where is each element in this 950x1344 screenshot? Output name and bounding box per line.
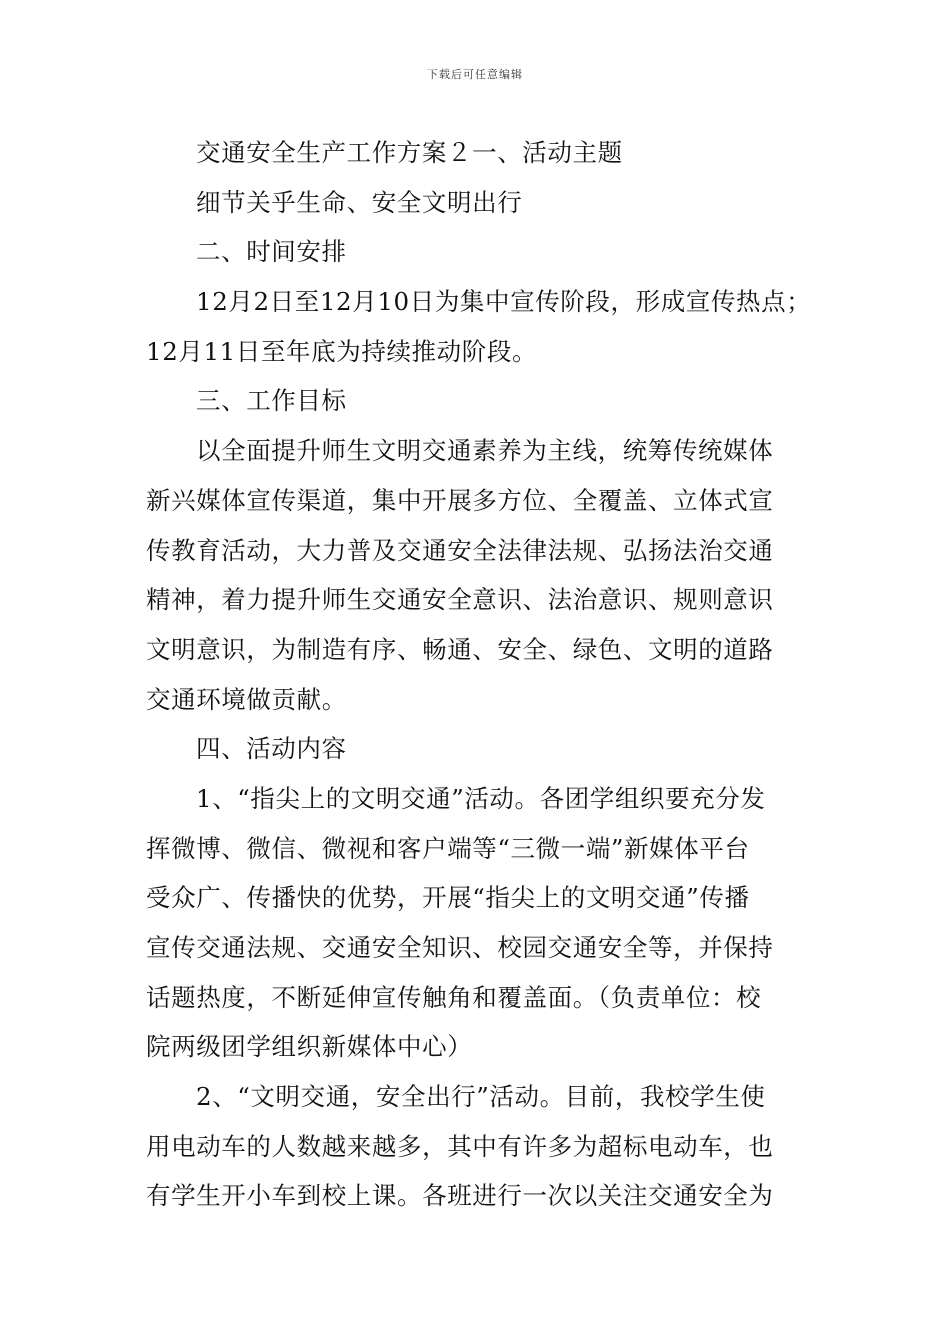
paragraph-line: 用电动车的人数越来越多，其中有许多为超标电动车，也 (146, 1131, 774, 1161)
paragraph-line: 新兴媒体宣传渠道，集中开展多方位、全覆盖、立体式宣 (146, 485, 774, 515)
page-header-note: 下载后可任意编辑 (427, 68, 523, 81)
paragraph-line: 宣传交通法规、交通安全知识、校园交通安全等，并保持 (146, 933, 774, 962)
paragraph-line: 受众广、传播快的优势，开展“指尖上的文明交通”传播 (146, 883, 750, 913)
paragraph-line: 有学生开小车到校上课。各班进行一次以关注交通安全为 (146, 1181, 774, 1211)
paragraph-line: 话题热度，不断延伸宣传触角和覆盖面。（负责单位：校 (146, 982, 762, 1012)
section-heading-schedule: 二、时间安排 (196, 237, 347, 267)
paragraph-line: 挥微博、微信、微视和客户端等“三微一端”新媒体平台 (146, 833, 750, 863)
section-title-line: 交通安全生产工作方案２一、活动主题 (196, 138, 623, 167)
paragraph-line: 文明意识，为制造有序、畅通、安全、绿色、文明的道路 (146, 634, 774, 664)
paragraph-line: 交通环境做贡献。 (146, 684, 347, 714)
paragraph-line: 传教育活动，大力普及交通安全法律法规、弘扬法治交通 (146, 535, 774, 565)
section-heading-goals: 三、工作目标 (196, 386, 347, 416)
paragraph-line: 以全面提升师生文明交通素养为主线，统筹传统媒体 (196, 436, 774, 466)
paragraph-line: 1、“指尖上的文明交通”活动。各团学组织要充分发 (196, 783, 766, 813)
paragraph-line: 12月11日至年底为持续推动阶段。 (146, 336, 538, 366)
document-body (146, 128, 826, 1221)
paragraph-line: 2、“文明交通，安全出行”活动。目前，我校学生使 (196, 1082, 766, 1112)
section-heading-activities: 四、活动内容 (196, 734, 347, 764)
theme-line: 细节关乎生命、安全文明出行 (196, 187, 523, 217)
paragraph-line: 精神，着力提升师生交通安全意识、法治意识、规则意识 (146, 585, 774, 615)
paragraph-line: 院两级团学组织新媒体中心） (146, 1032, 473, 1062)
paragraph-line: 12月2日至12月10日为集中宣传阶段，形成宣传热点； (196, 287, 812, 317)
